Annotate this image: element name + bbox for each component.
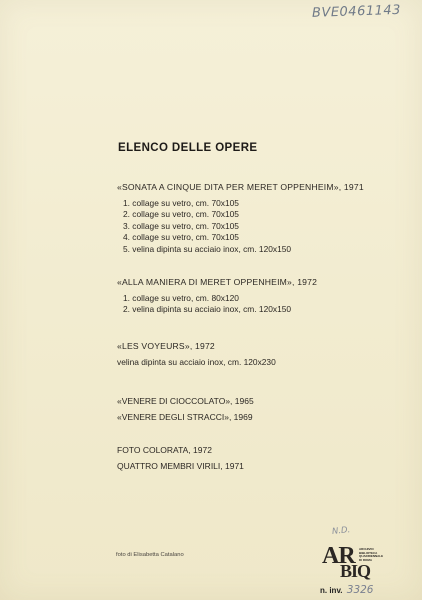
section-other-works xyxy=(117,443,407,474)
stamp-logo-bottom: BIQ xyxy=(340,561,371,581)
list-item: 2. velina dipinta su acciaio inox, cm. 120x150 xyxy=(123,304,292,315)
list-item: 1. collage su vetro, cm. 80x120 xyxy=(123,293,239,303)
list-item: 1. collage su vetro, cm. 70x105 xyxy=(123,198,239,208)
list-item: velina dipinta su acciaio inox, cm. 120x230 xyxy=(117,357,276,367)
work-title: QUATTRO MEMBRI VIRILI, 1971 xyxy=(117,460,244,471)
section-venere xyxy=(117,394,407,425)
stamp-logo-top: AR xyxy=(322,543,355,569)
handwritten-note: N.D. xyxy=(331,525,351,537)
stamp-small-text: ARCHIVIO BIBLIOTECA QUADRIENNALE DI ROMA xyxy=(359,547,384,562)
works-list xyxy=(117,357,407,368)
section-alla-maniera xyxy=(117,277,407,316)
section-les-voyeurs xyxy=(117,341,407,368)
inventory-label: n. inv. xyxy=(320,586,343,595)
inventory-number: 3326 xyxy=(346,584,374,596)
list-item: 4. collage su vetro, cm. 70x105 xyxy=(123,232,239,243)
work-title: «VENERE DI CIOCCOLATO», 1965 xyxy=(117,396,254,406)
works-list xyxy=(117,198,407,255)
list-item: 5. velina dipinta su acciaio inox, cm. 120x150 xyxy=(123,243,292,254)
work-title: «VENERE DEGLI STRACCI», 1969 xyxy=(117,411,253,422)
work-title: FOTO COLORATA, 1972 xyxy=(117,445,212,455)
list-item: 3. collage su vetro, cm. 70x105 xyxy=(123,220,239,231)
inventory-line xyxy=(320,584,374,596)
section-heading: «LES VOYEURS», 1972 xyxy=(117,341,215,351)
photo-credit: foto di Elisabetta Catalano xyxy=(116,552,184,558)
archive-stamp xyxy=(322,542,384,582)
page-title: ELENCO DELLE OPERE xyxy=(118,142,258,154)
section-heading: «SONATA A CINQUE DITA PER MERET OPPENHEIM», 1971 xyxy=(117,182,364,192)
archive-code-handwritten: BVE0461143 xyxy=(311,2,402,21)
list-item: 2. collage su vetro, cm. 70x105 xyxy=(123,209,239,220)
section-heading: «ALLA MANIERA DI MERET OPPENHEIM», 1972 xyxy=(117,277,318,287)
section-sonata xyxy=(117,182,407,255)
works-list xyxy=(117,293,407,316)
